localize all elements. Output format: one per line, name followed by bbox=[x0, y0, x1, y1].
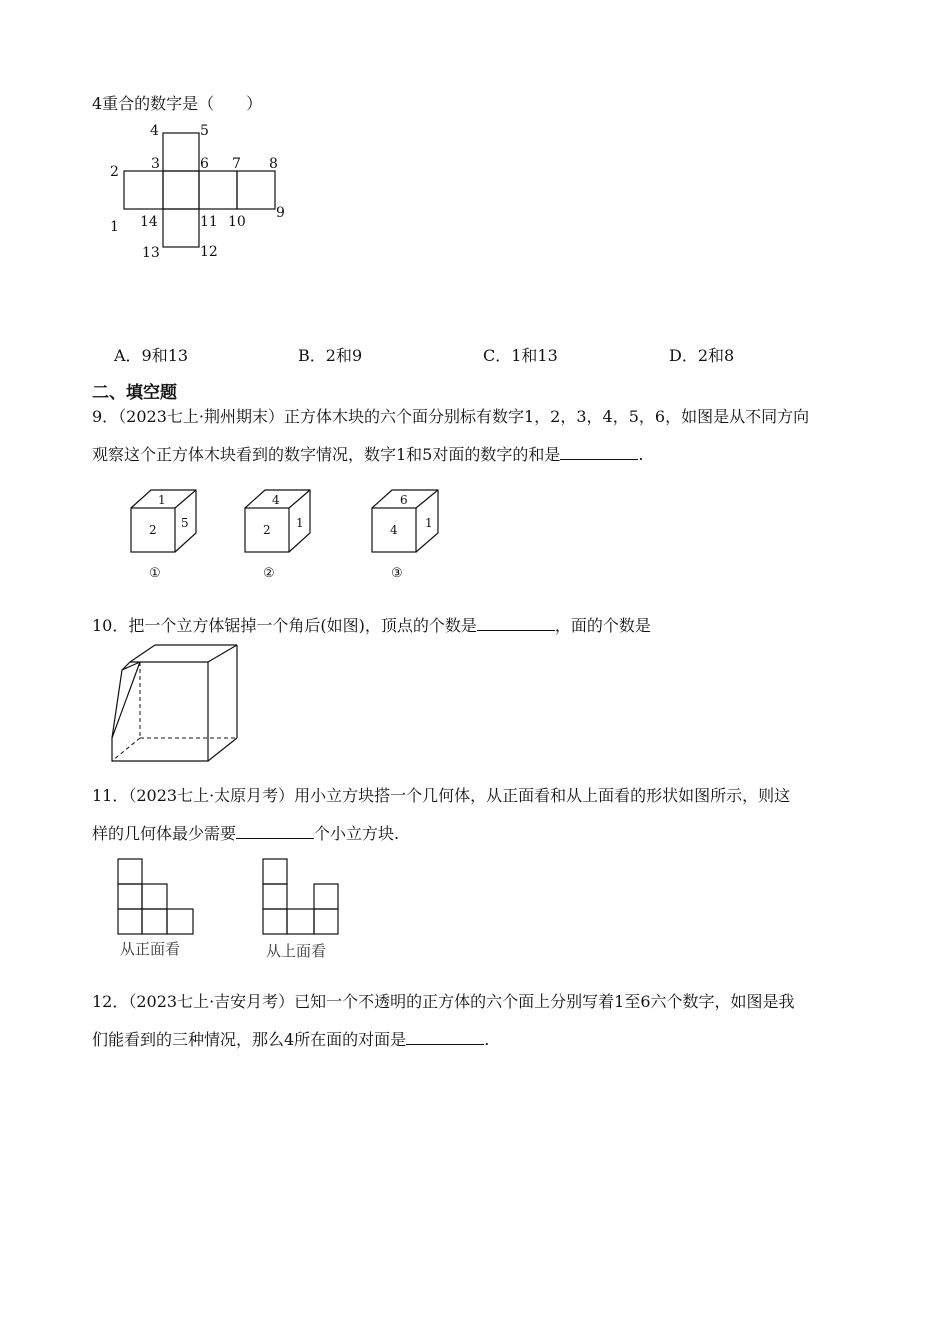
cube-1-front: 2 bbox=[149, 523, 157, 537]
q9-line2-end: . bbox=[638, 445, 644, 464]
cube-2-front: 2 bbox=[263, 523, 271, 537]
net-left-square bbox=[124, 171, 163, 209]
top-view bbox=[263, 859, 338, 934]
net-bottom-square bbox=[163, 209, 199, 247]
q9-line2 bbox=[92, 445, 643, 465]
cube-3-top: 6 bbox=[400, 493, 408, 507]
q11-line2 bbox=[92, 824, 399, 844]
top-view-caption: 从上面看 bbox=[266, 942, 327, 960]
net-number: 2 bbox=[110, 164, 119, 180]
net-number: 12 bbox=[200, 244, 218, 260]
net-number: 14 bbox=[140, 214, 158, 230]
net-number: 11 bbox=[200, 214, 218, 230]
net-number: 6 bbox=[200, 156, 209, 172]
front-view-caption: 从正面看 bbox=[120, 940, 181, 958]
cube-1-caption: ① bbox=[149, 566, 161, 581]
q9-answer-blank[interactable] bbox=[560, 445, 638, 460]
q10-cube-figure bbox=[100, 640, 250, 766]
net-number: 9 bbox=[276, 205, 285, 221]
q11-line2-text: 样的几何体最少需要 bbox=[92, 824, 237, 843]
net-number: 4 bbox=[150, 123, 159, 139]
net-number: 10 bbox=[228, 214, 246, 230]
front-view bbox=[118, 859, 193, 934]
q11-answer-blank[interactable] bbox=[236, 824, 314, 839]
net-top-square bbox=[163, 133, 199, 171]
cube-3-side: 1 bbox=[425, 516, 433, 530]
net-number: 8 bbox=[269, 156, 278, 172]
net-number: 1 bbox=[110, 219, 119, 235]
net-center-square bbox=[163, 171, 199, 209]
cube-1-side: 5 bbox=[181, 516, 189, 530]
q10-answer-blank[interactable] bbox=[477, 616, 555, 631]
q11-line1: 11．（2023七上·太原月考）用小立方块搭一个几何体，从正面看和从上面看的形状如图所示，则这 bbox=[92, 786, 791, 805]
q10-line bbox=[92, 616, 651, 636]
q10-text-end: ，面的个数是 bbox=[554, 616, 651, 635]
q12-line2-end: . bbox=[484, 1030, 490, 1049]
cube-3-front: 4 bbox=[390, 523, 398, 537]
q12-line2 bbox=[92, 1030, 489, 1050]
net-number: 3 bbox=[151, 156, 160, 172]
net-number: 7 bbox=[232, 156, 241, 172]
q12-line1: 12．（2023七上·吉安月考）已知一个不透明的正方体的六个面上分别写着1至6六个数字，如图是我 bbox=[92, 992, 795, 1011]
cube-3-caption: ③ bbox=[391, 566, 403, 581]
q10-text: 10．把一个立方体锯掉一个角后(如图)，顶点的个数是 bbox=[92, 616, 477, 635]
q9-line2-text: 观察这个正方体木块看到的数字情况，数字1和5对面的数字的和是 bbox=[92, 445, 561, 464]
cube-2-top: 4 bbox=[272, 493, 280, 507]
cube-1-top: 1 bbox=[158, 493, 166, 507]
net-right-square bbox=[199, 171, 237, 209]
q12-line2-text: 们能看到的三种情况，那么4所在面的对面是 bbox=[92, 1030, 407, 1049]
option-c[interactable]: C．1和13 bbox=[483, 346, 558, 365]
net-number: 5 bbox=[200, 123, 209, 139]
cube-2-caption: ② bbox=[263, 566, 275, 581]
option-d[interactable]: D．2和8 bbox=[669, 346, 735, 365]
q11-line2-end: 个小立方块. bbox=[314, 824, 400, 843]
net-far-right-square bbox=[237, 171, 275, 209]
q8-net-figure bbox=[100, 118, 300, 268]
q8-stem-tail: 4重合的数字是（ ） bbox=[92, 94, 263, 113]
section-title: 二、填空题 bbox=[92, 383, 177, 403]
net-number: 13 bbox=[142, 245, 160, 261]
option-a[interactable]: A．9和13 bbox=[114, 346, 189, 365]
option-b[interactable]: B．2和9 bbox=[298, 346, 363, 365]
cube-2-side: 1 bbox=[296, 516, 304, 530]
q9-cubes-figure bbox=[120, 482, 460, 582]
q12-answer-blank[interactable] bbox=[406, 1030, 484, 1045]
q9-line1: 9．（2023七上·荆州期末）正方体木块的六个面分别标有数字1，2，3，4，5，6，如图是从不同方向 bbox=[92, 407, 810, 426]
